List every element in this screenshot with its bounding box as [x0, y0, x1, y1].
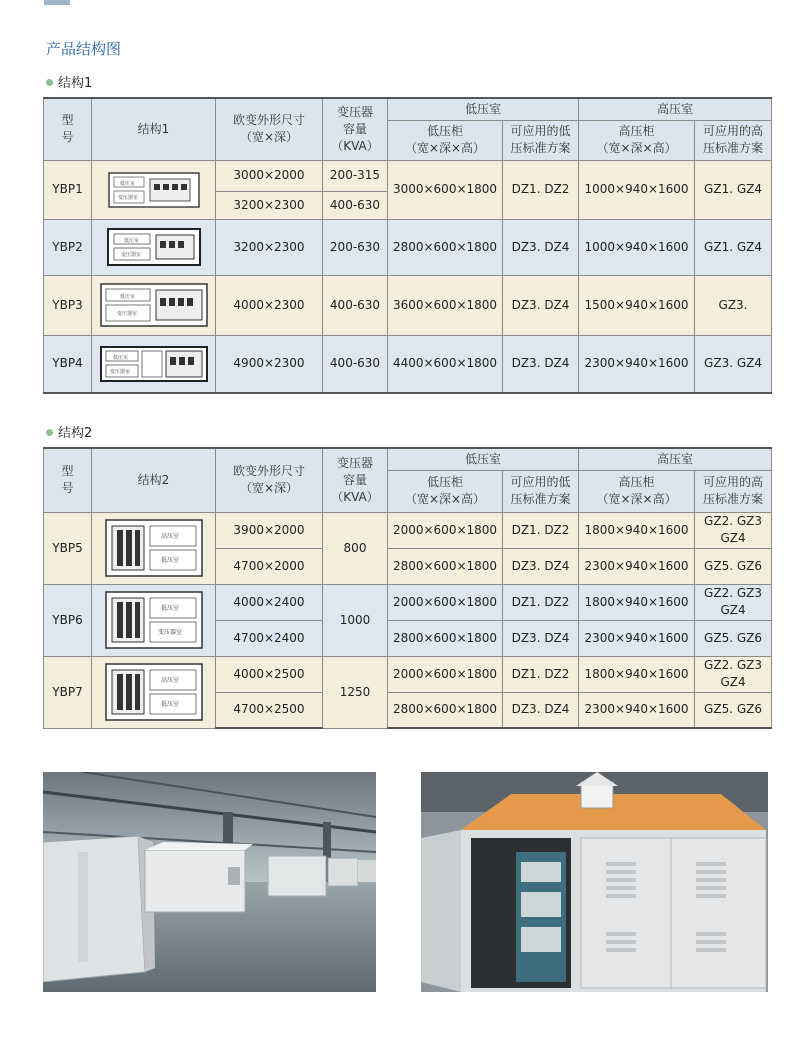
- model-cell: YBP2: [44, 219, 92, 275]
- model-cell: YBP1: [44, 160, 92, 219]
- table-row: [44, 584, 772, 620]
- header-low-cabinet: 低压柜 （宽×深×高）: [388, 120, 503, 160]
- high-cabinet-cell: 1000×940×1600: [579, 160, 695, 219]
- header-size: 欧变外形尺寸 （宽×深）: [216, 98, 323, 160]
- high-cabinet-cell: 2300×940×1600: [579, 692, 695, 728]
- size-cell: 3200×2300: [216, 191, 323, 219]
- high-scheme-cell: GZ1. GZ4: [695, 160, 772, 219]
- kiosk-substation-photo: [421, 772, 768, 992]
- size-cell: 4700×2000: [216, 548, 323, 584]
- high-scheme-cell: GZ2. GZ3 GZ4: [695, 512, 772, 548]
- low-scheme-cell: DZ3. DZ4: [503, 692, 579, 728]
- high-scheme-cell: GZ3. GZ4: [695, 335, 772, 393]
- svg-text:低压室: 低压室: [160, 557, 179, 564]
- low-scheme-cell: DZ3. DZ4: [503, 335, 579, 393]
- header-low-room: 低压室: [388, 448, 579, 470]
- high-cabinet-cell: 1800×940×1600: [579, 584, 695, 620]
- high-cabinet-cell: 1500×940×1600: [579, 275, 695, 335]
- high-cabinet-cell: 1000×940×1600: [579, 219, 695, 275]
- header-capacity: 变压器 容量 （KVA）: [323, 98, 388, 160]
- capacity-cell: 200-315: [323, 160, 388, 191]
- low-cabinet-cell: 2000×600×1800: [388, 584, 503, 620]
- structure-diagram: [92, 656, 216, 728]
- size-cell: 3200×2300: [216, 219, 323, 275]
- svg-text:高压室: 高压室: [160, 677, 179, 684]
- svg-text:低压室: 低压室: [160, 701, 179, 708]
- header-high-scheme: 可应用的高 压标准方案: [695, 470, 772, 512]
- low-scheme-cell: DZ1. DZ2: [503, 656, 579, 692]
- low-cabinet-cell: 4400×600×1800: [388, 335, 503, 393]
- structure-diagram: [92, 335, 216, 393]
- model-cell: YBP6: [44, 584, 92, 656]
- page-title: 产品结构图: [46, 40, 122, 58]
- low-scheme-cell: DZ3. DZ4: [503, 620, 579, 656]
- header-high-room: 高压室: [579, 98, 772, 120]
- capacity-cell: 200-630: [323, 219, 388, 275]
- structure2-table: [43, 447, 772, 729]
- header-structure: 结构1: [92, 98, 216, 160]
- svg-text:变压器室: 变压器室: [116, 311, 137, 317]
- table-row: [44, 160, 772, 191]
- low-scheme-cell: DZ3. DZ4: [503, 275, 579, 335]
- low-scheme-cell: DZ1. DZ2: [503, 584, 579, 620]
- header-model: 型 号: [44, 98, 92, 160]
- high-cabinet-cell: 2300×940×1600: [579, 620, 695, 656]
- table-row: [44, 219, 772, 275]
- low-cabinet-cell: 2000×600×1800: [388, 656, 503, 692]
- capacity-cell: 400-630: [323, 191, 388, 219]
- top-corner-mark: [44, 0, 70, 5]
- capacity-cell: 400-630: [323, 335, 388, 393]
- low-scheme-cell: DZ3. DZ4: [503, 548, 579, 584]
- header-structure: 结构2: [92, 448, 216, 512]
- size-cell: 3000×2000: [216, 160, 323, 191]
- header-high-cabinet: 高压柜 （宽×深×高）: [579, 470, 695, 512]
- bullet-icon: [46, 429, 53, 436]
- low-cabinet-cell: 2800×600×1800: [388, 620, 503, 656]
- section1-label: 结构1: [46, 72, 92, 91]
- section2-label: 结构2: [46, 422, 92, 441]
- low-cabinet-cell: 2000×600×1800: [388, 512, 503, 548]
- svg-text:变压器室: 变压器室: [157, 629, 182, 636]
- model-cell: YBP7: [44, 656, 92, 728]
- low-cabinet-cell: 2800×600×1800: [388, 692, 503, 728]
- capacity-cell: 1000: [323, 584, 388, 656]
- low-scheme-cell: DZ1. DZ2: [503, 160, 579, 219]
- size-cell: 4700×2500: [216, 692, 323, 728]
- model-cell: YBP4: [44, 335, 92, 393]
- factory-photo: [43, 772, 376, 992]
- model-cell: YBP5: [44, 512, 92, 584]
- low-scheme-cell: DZ3. DZ4: [503, 219, 579, 275]
- header-high-cabinet: 高压柜 （宽×深×高）: [579, 120, 695, 160]
- svg-text:低压室: 低压室: [112, 354, 128, 361]
- capacity-cell: 1250: [323, 656, 388, 728]
- header-capacity: 变压器 容量 （KVA）: [323, 448, 388, 512]
- structure-diagram: [92, 584, 216, 656]
- size-cell: 4000×2400: [216, 584, 323, 620]
- high-cabinet-cell: 1800×940×1600: [579, 656, 695, 692]
- size-cell: 3900×2000: [216, 512, 323, 548]
- svg-text:变压器室: 变压器室: [109, 368, 130, 375]
- size-cell: 4000×2500: [216, 656, 323, 692]
- structure1-table: [43, 97, 772, 394]
- size-cell: 4700×2400: [216, 620, 323, 656]
- header-low-scheme: 可应用的低 压标准方案: [503, 120, 579, 160]
- structure-diagram: [92, 512, 216, 584]
- high-scheme-cell: GZ2. GZ3 GZ4: [695, 656, 772, 692]
- high-cabinet-cell: 1800×940×1600: [579, 512, 695, 548]
- table-row: [44, 335, 772, 393]
- header-low-room: 低压室: [388, 98, 579, 120]
- svg-text:低压室: 低压室: [123, 238, 139, 244]
- high-scheme-cell: GZ2. GZ3 GZ4: [695, 584, 772, 620]
- table-row: [44, 512, 772, 548]
- high-scheme-cell: GZ3.: [695, 275, 772, 335]
- size-cell: 4900×2300: [216, 335, 323, 393]
- low-cabinet-cell: 3600×600×1800: [388, 275, 503, 335]
- high-scheme-cell: GZ5. GZ6: [695, 620, 772, 656]
- high-cabinet-cell: 2300×940×1600: [579, 548, 695, 584]
- structure-diagram: [92, 160, 216, 219]
- low-scheme-cell: DZ1. DZ2: [503, 512, 579, 548]
- low-cabinet-cell: 3000×600×1800: [388, 160, 503, 219]
- header-size: 欧变外形尺寸 （宽×深）: [216, 448, 323, 512]
- structure-diagram: [92, 275, 216, 335]
- header-model: 型 号: [44, 448, 92, 512]
- size-cell: 4000×2300: [216, 275, 323, 335]
- header-low-cabinet: 低压柜 （宽×深×高）: [388, 470, 503, 512]
- high-scheme-cell: GZ5. GZ6: [695, 692, 772, 728]
- table-row: [44, 656, 772, 692]
- svg-text:低压室: 低压室: [160, 605, 179, 612]
- table-row: [44, 275, 772, 335]
- model-cell: YBP3: [44, 275, 92, 335]
- svg-text:高压室: 高压室: [160, 533, 179, 540]
- svg-text:低压室: 低压室: [119, 180, 135, 187]
- svg-text:变压器室: 变压器室: [120, 252, 141, 258]
- structure-diagram: [92, 219, 216, 275]
- header-high-scheme: 可应用的高 压标准方案: [695, 120, 772, 160]
- bullet-icon: [46, 79, 53, 86]
- high-scheme-cell: GZ5. GZ6: [695, 548, 772, 584]
- header-low-scheme: 可应用的低 压标准方案: [503, 470, 579, 512]
- low-cabinet-cell: 2800×600×1800: [388, 548, 503, 584]
- capacity-cell: 400-630: [323, 275, 388, 335]
- svg-text:变压器室: 变压器室: [117, 194, 138, 201]
- high-cabinet-cell: 2300×940×1600: [579, 335, 695, 393]
- svg-text:低压室: 低压室: [119, 294, 135, 300]
- high-scheme-cell: GZ1. GZ4: [695, 219, 772, 275]
- header-high-room: 高压室: [579, 448, 772, 470]
- low-cabinet-cell: 2800×600×1800: [388, 219, 503, 275]
- capacity-cell: 800: [323, 512, 388, 584]
